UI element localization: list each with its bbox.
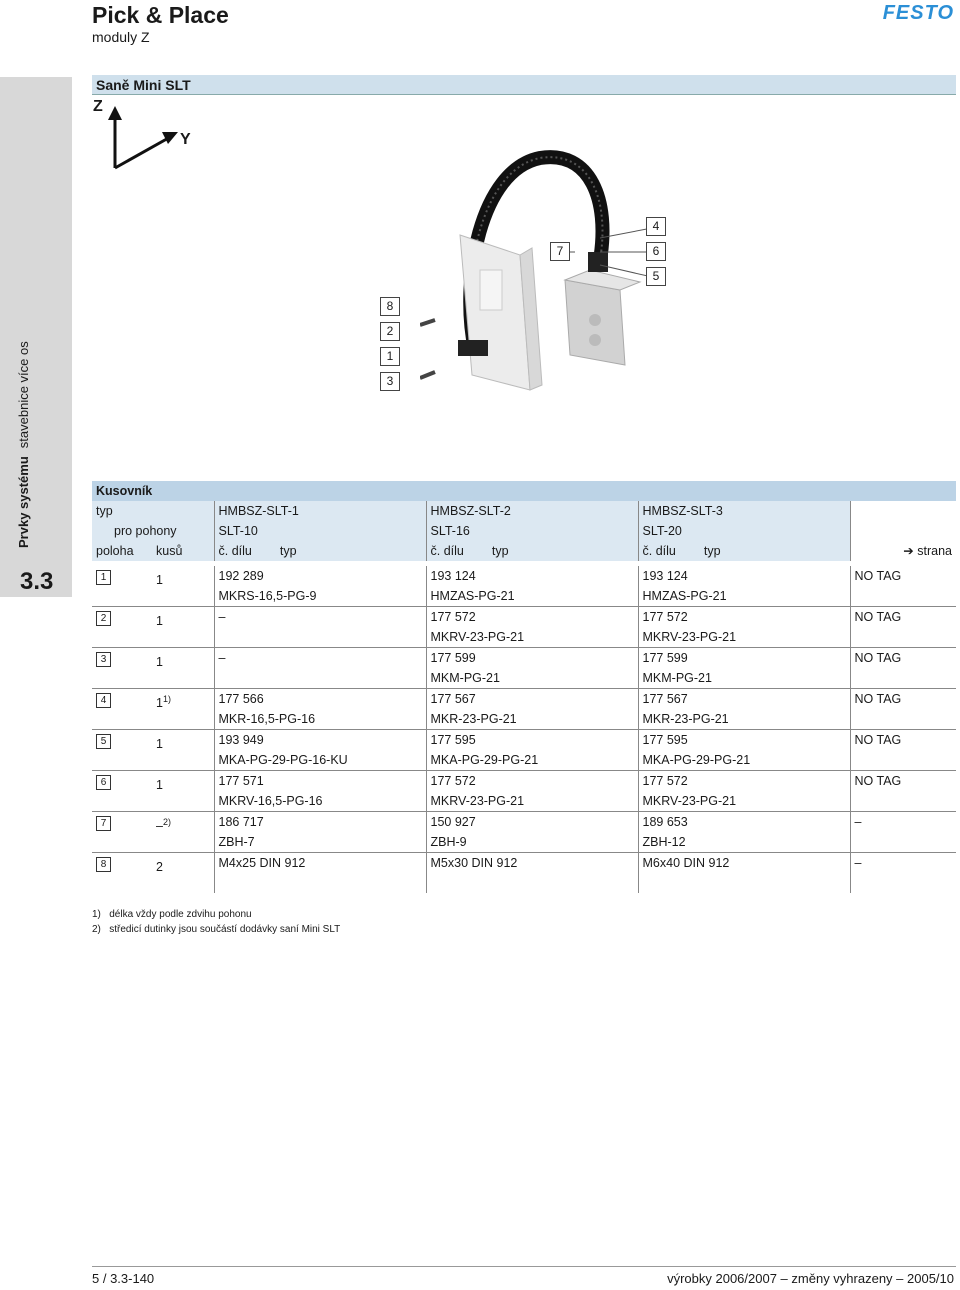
part-type-2: ZBH-9 bbox=[426, 832, 638, 853]
callout-1: 1 bbox=[380, 347, 400, 366]
col-poloha: poloha bbox=[92, 541, 152, 561]
type-1: HMBSZ-SLT-1 bbox=[214, 501, 426, 521]
table-row bbox=[92, 730, 956, 751]
section-title: Saně Mini SLT bbox=[92, 75, 956, 95]
col-strana: ➔ strana bbox=[850, 541, 956, 561]
part-no-1: – bbox=[214, 607, 426, 628]
position-number: 1 bbox=[96, 570, 111, 585]
axis-z-label: Z bbox=[93, 98, 103, 115]
quantity: –$^{2)}$ bbox=[152, 812, 214, 853]
part-type-1 bbox=[214, 668, 426, 689]
part-no-3: 177 599 bbox=[638, 648, 850, 669]
part-type-2: MKRV-23-PG-21 bbox=[426, 627, 638, 648]
festo-logo: FESTO bbox=[882, 2, 954, 24]
quantity: 1 bbox=[156, 573, 163, 588]
quantity: 2 bbox=[152, 853, 214, 894]
table-row bbox=[92, 812, 956, 833]
page-ref: – bbox=[850, 812, 956, 833]
callout-4: 4 bbox=[646, 217, 666, 236]
table-row bbox=[92, 689, 956, 710]
pohony-label: pro pohony bbox=[92, 521, 214, 541]
table-row-types bbox=[92, 586, 956, 607]
page-ref: NO TAG bbox=[850, 566, 956, 586]
part-type-3: MKRV-23-PG-21 bbox=[638, 791, 850, 812]
part-no-2: 150 927 bbox=[426, 812, 638, 833]
callout-2: 2 bbox=[380, 322, 400, 341]
part-no-2: 177 595 bbox=[426, 730, 638, 751]
part-type-3: MKR-23-PG-21 bbox=[638, 709, 850, 730]
position-number: 6 bbox=[96, 775, 111, 790]
part-no-2: 177 567 bbox=[426, 689, 638, 710]
col-cdilu-typ-3: č. dílu typ bbox=[638, 541, 850, 561]
table-row-types bbox=[92, 832, 956, 853]
part-no-3: 177 572 bbox=[638, 607, 850, 628]
part-type-1: MKA-PG-29-PG-16-KU bbox=[214, 750, 426, 771]
part-type-1 bbox=[214, 627, 426, 648]
product-image bbox=[420, 140, 650, 410]
part-type-2: MKR-23-PG-21 bbox=[426, 709, 638, 730]
col-kusu: kusů bbox=[152, 541, 214, 561]
footnote-2: 2) středicí dutinky jsou součástí dodávky saní Mini SLT bbox=[92, 924, 341, 935]
quantity: 1$^{1)}$ bbox=[152, 689, 214, 730]
table-row-types bbox=[92, 873, 956, 893]
table-row-types bbox=[92, 750, 956, 771]
part-no-3: 189 653 bbox=[638, 812, 850, 833]
callout-6: 6 bbox=[646, 242, 666, 261]
table-row-types bbox=[92, 627, 956, 648]
page-ref: NO TAG bbox=[850, 689, 956, 710]
part-type-3: HMZAS-PG-21 bbox=[638, 586, 850, 607]
position-number: 5 bbox=[96, 734, 111, 749]
part-no-1: 193 949 bbox=[214, 730, 426, 751]
part-no-3: 177 567 bbox=[638, 689, 850, 710]
part-no-3: M6x40 DIN 912 bbox=[638, 853, 850, 874]
position-number: 2 bbox=[96, 611, 111, 626]
pohon-2: SLT-16 bbox=[426, 521, 638, 541]
table-row bbox=[92, 566, 956, 586]
pohon-3: SLT-20 bbox=[638, 521, 850, 541]
type-2: HMBSZ-SLT-2 bbox=[426, 501, 638, 521]
part-no-2: 177 599 bbox=[426, 648, 638, 669]
part-type-2: MKM-PG-21 bbox=[426, 668, 638, 689]
part-type-1: ZBH-7 bbox=[214, 832, 426, 853]
callout-5: 5 bbox=[646, 267, 666, 286]
bom-table bbox=[92, 481, 956, 561]
quantity: 1 bbox=[152, 648, 214, 689]
part-type-2: HMZAS-PG-21 bbox=[426, 586, 638, 607]
part-type-1: MKR-16,5-PG-16 bbox=[214, 709, 426, 730]
part-no-1: 186 717 bbox=[214, 812, 426, 833]
position-number: 8 bbox=[96, 857, 111, 872]
quantity: 1 bbox=[152, 730, 214, 771]
part-type-2 bbox=[426, 873, 638, 893]
table-row bbox=[92, 648, 956, 669]
part-type-3: ZBH-12 bbox=[638, 832, 850, 853]
footer-note: výrobky 2006/2007 – změny vyhrazeny – 2005/10 bbox=[667, 1271, 954, 1286]
part-no-1: M4x25 DIN 912 bbox=[214, 853, 426, 874]
part-type-3: MKRV-23-PG-21 bbox=[638, 627, 850, 648]
axis-y-label: Y bbox=[180, 131, 191, 148]
part-no-2: M5x30 DIN 912 bbox=[426, 853, 638, 874]
part-no-2: 177 572 bbox=[426, 771, 638, 792]
footnote-1: 1) délka vždy podle zdvihu pohonu bbox=[92, 909, 252, 920]
typ-label: typ bbox=[92, 501, 214, 521]
bom-table-body bbox=[92, 566, 956, 893]
part-no-3: 177 595 bbox=[638, 730, 850, 751]
page-title: Pick & Place bbox=[92, 2, 229, 28]
part-type-3 bbox=[638, 873, 850, 893]
col-cdilu-typ-2: č. dílu typ bbox=[426, 541, 638, 561]
page-ref: NO TAG bbox=[850, 648, 956, 669]
part-no-1: – bbox=[214, 648, 426, 669]
part-type-3: MKM-PG-21 bbox=[638, 668, 850, 689]
page-subtitle: moduly Z bbox=[92, 29, 150, 45]
sidebar-line2: stavebnice více os bbox=[16, 341, 31, 449]
pohon-1: SLT-10 bbox=[214, 521, 426, 541]
part-no-1: 177 566 bbox=[214, 689, 426, 710]
callout-3: 3 bbox=[380, 372, 400, 391]
position-number: 7 bbox=[96, 816, 111, 831]
sidebar bbox=[0, 77, 72, 597]
sidebar-line1: Prvky systému bbox=[16, 456, 31, 548]
part-no-2: 177 572 bbox=[426, 607, 638, 628]
quantity: 1 bbox=[152, 607, 214, 648]
callout-7: 7 bbox=[550, 242, 570, 261]
part-no-1: 192 289 bbox=[214, 566, 426, 586]
position-number: 4 bbox=[96, 693, 111, 708]
part-type-1: MKRS-16,5-PG-9 bbox=[214, 586, 426, 607]
table-row-types bbox=[92, 709, 956, 730]
quantity: 1 bbox=[152, 771, 214, 812]
table-row bbox=[92, 607, 956, 628]
table-row-types bbox=[92, 791, 956, 812]
page-ref: NO TAG bbox=[850, 607, 956, 628]
axis-arrows-icon bbox=[100, 100, 190, 180]
table-row bbox=[92, 853, 956, 874]
part-type-1: MKRV-16,5-PG-16 bbox=[214, 791, 426, 812]
footer-divider bbox=[92, 1266, 956, 1267]
col-cdilu-typ-1: č. dílu typ bbox=[214, 541, 426, 561]
table-title: Kusovník bbox=[92, 481, 956, 501]
part-type-3: MKA-PG-29-PG-21 bbox=[638, 750, 850, 771]
part-no-3: 193 124 bbox=[638, 566, 850, 586]
part-type-2: MKRV-23-PG-21 bbox=[426, 791, 638, 812]
position-number: 3 bbox=[96, 652, 111, 667]
page-ref: NO TAG bbox=[850, 771, 956, 792]
sidebar-section-number: 3.3 bbox=[20, 568, 54, 595]
part-type-1 bbox=[214, 873, 426, 893]
callout-8: 8 bbox=[380, 297, 400, 316]
part-no-2: 193 124 bbox=[426, 566, 638, 586]
table-row-types bbox=[92, 668, 956, 689]
type-3: HMBSZ-SLT-3 bbox=[638, 501, 850, 521]
part-no-1: 177 571 bbox=[214, 771, 426, 792]
page-number: 5 / 3.3-140 bbox=[92, 1271, 155, 1286]
page-ref: NO TAG bbox=[850, 730, 956, 751]
table-row bbox=[92, 771, 956, 792]
part-type-2: MKA-PG-29-PG-21 bbox=[426, 750, 638, 771]
part-no-3: 177 572 bbox=[638, 771, 850, 792]
sidebar-label bbox=[16, 341, 31, 548]
page-ref: – bbox=[850, 853, 956, 874]
